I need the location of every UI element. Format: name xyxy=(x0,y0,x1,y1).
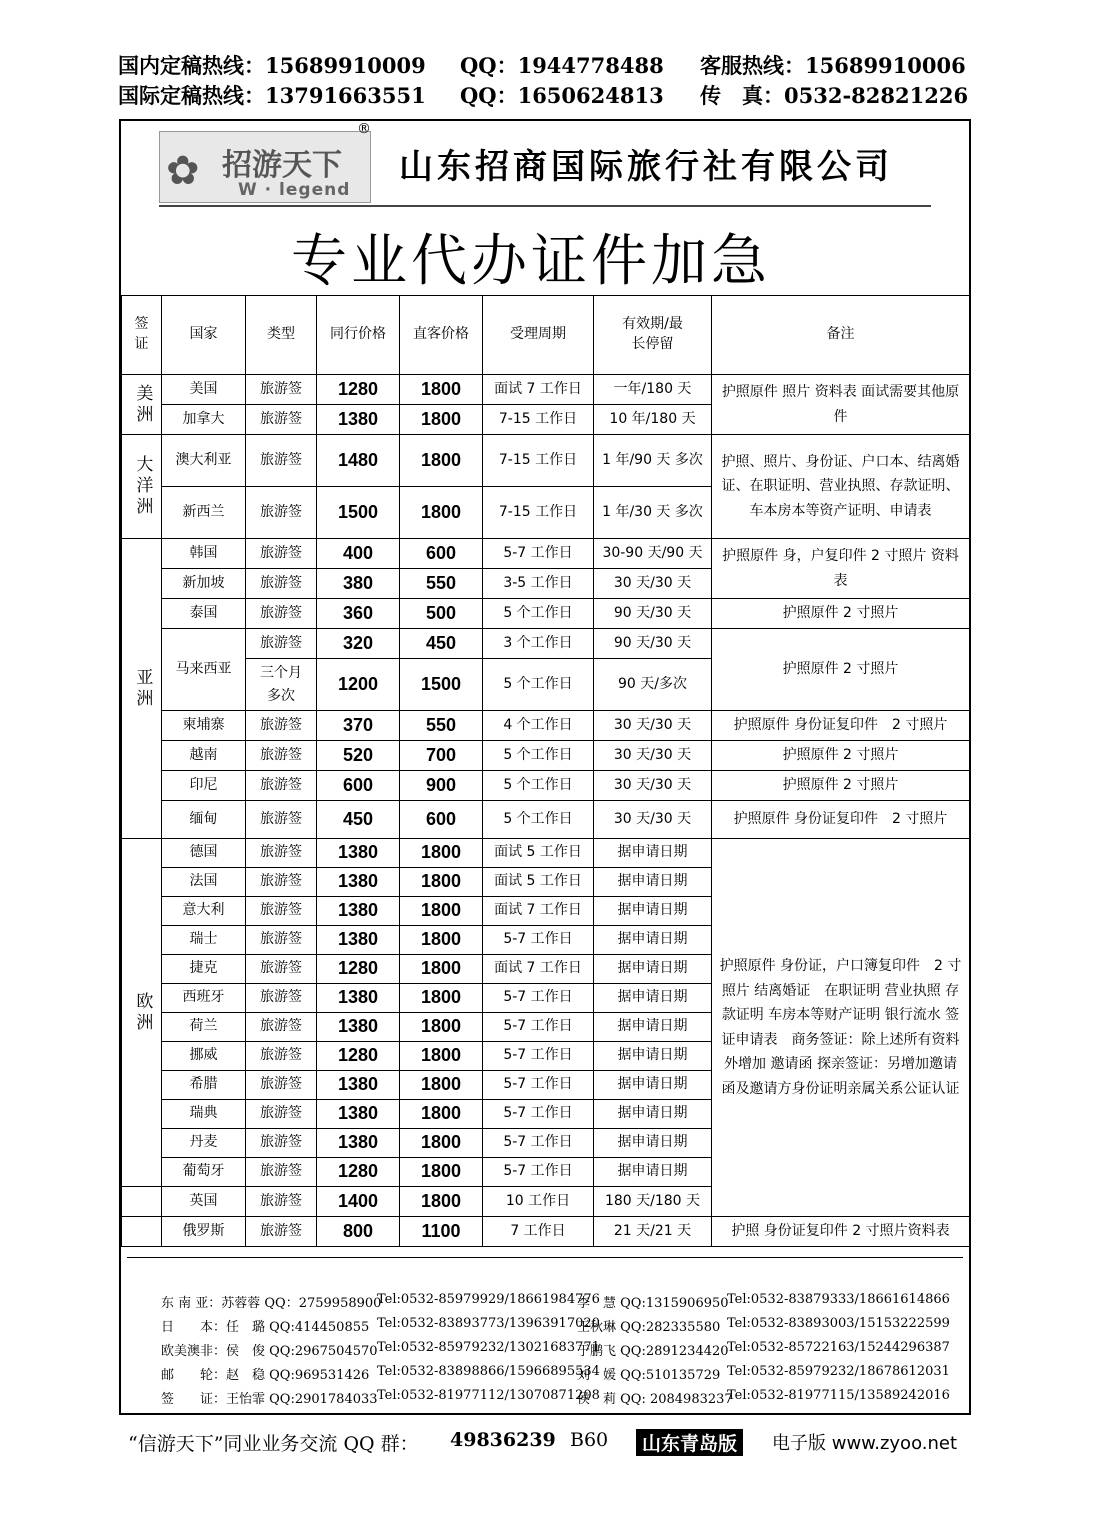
note-cell: 护照原件 2 寸照片 xyxy=(712,741,970,771)
type-cell: 旅游签 xyxy=(246,741,317,771)
period-cell: 面试 7 工作日 xyxy=(483,897,594,926)
peer-price-cell: 1380 xyxy=(317,1100,400,1129)
validity-cell: 30 天/30 天 xyxy=(594,741,712,771)
contact-person: 李 慧 QQ:1315906950 xyxy=(577,1296,729,1311)
country-cell: 泰国 xyxy=(162,599,246,629)
type-cell: 旅游签 xyxy=(246,771,317,801)
period-cell: 5-7 工作日 xyxy=(483,1071,594,1100)
validity-cell: 一年/180 天 xyxy=(594,375,712,405)
country-cell: 越南 xyxy=(162,741,246,771)
peer-price-cell: 1380 xyxy=(317,1129,400,1158)
direct-price-cell: 1500 xyxy=(400,659,483,711)
country-cell: 俄罗斯 xyxy=(162,1217,246,1247)
period-cell: 7-15 工作日 xyxy=(483,487,594,539)
peer-price-cell: 800 xyxy=(317,1217,400,1247)
fax: 传 真：0532-82821226 xyxy=(700,83,969,108)
ad-frame xyxy=(119,119,971,1415)
period-cell: 5 个工作日 xyxy=(483,771,594,801)
contact-tel: Tel:0532-83898866/15966895534 xyxy=(377,1364,600,1379)
country-cell: 瑞士 xyxy=(162,926,246,955)
direct-price-cell: 600 xyxy=(400,539,483,569)
type-cell: 旅游签 xyxy=(246,1217,317,1247)
type-cell: 旅游签 xyxy=(246,569,317,599)
validity-cell: 30 天/30 天 xyxy=(594,801,712,839)
country-cell: 德国 xyxy=(162,839,246,868)
country-cell: 西班牙 xyxy=(162,984,246,1013)
direct-price-cell: 1800 xyxy=(400,375,483,405)
type-cell: 旅游签 xyxy=(246,1100,317,1129)
region-america: 美洲 xyxy=(122,375,162,435)
type-cell: 旅游签 xyxy=(246,711,317,741)
peer-price-cell: 1280 xyxy=(317,375,400,405)
type-cell: 旅游签 xyxy=(246,435,317,487)
peer-price-cell: 1380 xyxy=(317,984,400,1013)
region-blank xyxy=(122,1187,162,1217)
peer-price-cell: 1380 xyxy=(317,1071,400,1100)
direct-price-cell: 1800 xyxy=(400,1100,483,1129)
period-cell: 7-15 工作日 xyxy=(483,435,594,487)
validity-cell: 据申请日期 xyxy=(594,868,712,897)
period-cell: 面试 5 工作日 xyxy=(483,868,594,897)
contact-person: 邮 轮：赵 稳 QQ:969531426 xyxy=(161,1368,370,1383)
validity-cell: 1 年/90 天 多次 xyxy=(594,435,712,487)
header-note: 备注 xyxy=(712,296,970,375)
contact-person: 刘 媛 QQ:510135729 xyxy=(577,1368,721,1383)
country-cell: 新西兰 xyxy=(162,487,246,539)
validity-cell: 30 天/30 天 xyxy=(594,569,712,599)
period-cell: 5-7 工作日 xyxy=(483,1129,594,1158)
peer-price-cell: 1480 xyxy=(317,435,400,487)
direct-price-cell: 1800 xyxy=(400,1042,483,1071)
validity-cell: 据申请日期 xyxy=(594,955,712,984)
note-cell: 护照原件 身，户复印件 2 寸照片 资料表 xyxy=(712,539,970,599)
country-cell: 丹麦 xyxy=(162,1129,246,1158)
country-cell: 瑞典 xyxy=(162,1100,246,1129)
direct-price-cell: 1800 xyxy=(400,897,483,926)
company-name: 山东招商国际旅行社有限公司 xyxy=(399,147,893,187)
validity-cell: 据申请日期 xyxy=(594,1129,712,1158)
peer-price-cell: 1280 xyxy=(317,1042,400,1071)
qq-1: QQ：1944778488 xyxy=(460,53,664,78)
country-cell: 澳大利亚 xyxy=(162,435,246,487)
peer-price-cell: 1380 xyxy=(317,926,400,955)
note-cell: 护照原件 2 寸照片 xyxy=(712,629,970,711)
type-cell: 旅游签 xyxy=(246,539,317,569)
direct-price-cell: 1800 xyxy=(400,405,483,435)
contact-tel: Tel:0532-85979929/18661984776 xyxy=(377,1292,600,1307)
peer-price-cell: 1380 xyxy=(317,839,400,868)
peer-price-cell: 400 xyxy=(317,539,400,569)
country-cell: 马来西亚 xyxy=(162,629,246,711)
period-cell: 5 个工作日 xyxy=(483,599,594,629)
direct-price-cell: 450 xyxy=(400,629,483,659)
peer-price-cell: 360 xyxy=(317,599,400,629)
divider xyxy=(159,205,931,207)
period-cell: 7 工作日 xyxy=(483,1217,594,1247)
validity-cell: 21 天/21 天 xyxy=(594,1217,712,1247)
direct-price-cell: 500 xyxy=(400,599,483,629)
contact-tel: Tel:0532-85979232/18678612031 xyxy=(727,1364,950,1379)
note-cell: 护照原件 照片 资料表 面试需要其他原件 xyxy=(712,375,970,435)
period-cell: 5-7 工作日 xyxy=(483,1013,594,1042)
validity-cell: 据申请日期 xyxy=(594,1042,712,1071)
peer-price-cell: 1380 xyxy=(317,1013,400,1042)
contact-list xyxy=(127,1257,963,1407)
type-cell: 旅游签 xyxy=(246,405,317,435)
registered-mark: ® xyxy=(357,121,371,137)
table-row xyxy=(122,801,970,839)
header-type: 类型 xyxy=(246,296,317,375)
period-cell: 5-7 工作日 xyxy=(483,539,594,569)
page-title: 专业代办证件加急 xyxy=(291,229,771,294)
direct-price-cell: 1800 xyxy=(400,435,483,487)
peer-price-cell: 1380 xyxy=(317,405,400,435)
validity-cell: 30 天/30 天 xyxy=(594,771,712,801)
header-peer-price: 同行价格 xyxy=(317,296,400,375)
period-cell: 面试 7 工作日 xyxy=(483,375,594,405)
contact-tel: Tel:0532-85722163/15244296387 xyxy=(727,1340,950,1355)
flower-icon: ✿ xyxy=(166,148,200,194)
direct-price-cell: 1800 xyxy=(400,1158,483,1187)
type-cell: 旅游签 xyxy=(246,1042,317,1071)
type-cell: 旅游签 xyxy=(246,1071,317,1100)
contact-person: 签 证：王怡霏 QQ:2901784033 xyxy=(161,1392,378,1407)
validity-cell: 据申请日期 xyxy=(594,839,712,868)
direct-price-cell: 550 xyxy=(400,711,483,741)
direct-price-cell: 600 xyxy=(400,801,483,839)
type-cell: 旅游签 xyxy=(246,868,317,897)
period-cell: 5-7 工作日 xyxy=(483,1042,594,1071)
peer-price-cell: 1200 xyxy=(317,659,400,711)
header-direct-price: 直客价格 xyxy=(400,296,483,375)
peer-price-cell: 380 xyxy=(317,569,400,599)
validity-cell: 90 天/30 天 xyxy=(594,599,712,629)
direct-price-cell: 1800 xyxy=(400,487,483,539)
table-row xyxy=(122,539,970,569)
table-row xyxy=(122,1217,970,1247)
note-cell: 护照原件 身份证复印件 2 寸照片 xyxy=(712,801,970,839)
type-cell: 旅游签 xyxy=(246,629,317,659)
footer-edition: 山东青岛版 xyxy=(636,1429,743,1456)
validity-cell: 180 天/180 天 xyxy=(594,1187,712,1217)
note-cell: 护照 身份证复印件 2 寸照片资料表 xyxy=(712,1217,970,1247)
period-cell: 4 个工作日 xyxy=(483,711,594,741)
type-cell: 旅游签 xyxy=(246,599,317,629)
direct-price-cell: 1800 xyxy=(400,1187,483,1217)
logo-cn: 招游天下 xyxy=(222,148,342,183)
period-cell: 面试 5 工作日 xyxy=(483,839,594,868)
intl-hotline: 国际定稿热线：13791663551 xyxy=(118,83,426,108)
direct-price-cell: 550 xyxy=(400,569,483,599)
peer-price-cell: 370 xyxy=(317,711,400,741)
region-oceania: 大洋洲 xyxy=(122,435,162,539)
contact-person: 日 本：任 璐 QQ:414450855 xyxy=(161,1320,370,1335)
footer-page: B60 xyxy=(570,1429,609,1451)
validity-cell: 据申请日期 xyxy=(594,897,712,926)
period-cell: 3-5 工作日 xyxy=(483,569,594,599)
country-cell: 挪威 xyxy=(162,1042,246,1071)
header-validity: 有效期/最长停留 xyxy=(594,296,712,375)
region-blank xyxy=(122,1217,162,1247)
type-cell: 旅游签 xyxy=(246,897,317,926)
type-cell: 旅游签 xyxy=(246,375,317,405)
peer-price-cell: 1280 xyxy=(317,955,400,984)
country-cell: 加拿大 xyxy=(162,405,246,435)
note-cell: 护照原件 2 寸照片 xyxy=(712,771,970,801)
country-cell: 韩国 xyxy=(162,539,246,569)
peer-price-cell: 1500 xyxy=(317,487,400,539)
table-row xyxy=(122,375,970,405)
note-cell: 护照原件 身份证，户口簿复印件 2 寸照片 结离婚证 在职证明 营业执照 存款证明 车房本等财产证明 银行流水 签证申请表 商务签证：除上述所有资料外增加 邀请函 探亲签证：另增加邀请函及邀请方身份证明亲属关系公证认证 xyxy=(712,839,970,1217)
table-header xyxy=(122,296,970,375)
peer-price-cell: 520 xyxy=(317,741,400,771)
country-cell: 缅甸 xyxy=(162,801,246,839)
note-cell: 护照、照片、身份证、户口本、结离婚证、在职证明、营业执照、存款证明、车本房本等资产证明、申请表 xyxy=(712,435,970,539)
type-cell: 旅游签 xyxy=(246,839,317,868)
period-cell: 面试 7 工作日 xyxy=(483,955,594,984)
validity-cell: 据申请日期 xyxy=(594,1100,712,1129)
country-cell: 荷兰 xyxy=(162,1013,246,1042)
direct-price-cell: 1800 xyxy=(400,926,483,955)
type-cell: 旅游签 xyxy=(246,1013,317,1042)
logo-en: W · legend xyxy=(238,180,351,200)
type-cell: 旅游签 xyxy=(246,984,317,1013)
validity-cell: 据申请日期 xyxy=(594,984,712,1013)
country-cell: 意大利 xyxy=(162,897,246,926)
contact-person: 于鹏飞 QQ:2891234420 xyxy=(577,1344,729,1359)
footer-site: 电子版 www.zyoo.net xyxy=(772,1433,958,1454)
peer-price-cell: 600 xyxy=(317,771,400,801)
table-row xyxy=(122,771,970,801)
validity-cell: 1 年/30 天 多次 xyxy=(594,487,712,539)
type-cell: 旅游签 xyxy=(246,1187,317,1217)
footer-qq: 49836239 xyxy=(450,1429,556,1451)
qq-2: QQ：1650624813 xyxy=(460,83,664,108)
country-cell: 印尼 xyxy=(162,771,246,801)
validity-cell: 10 年/180 天 xyxy=(594,405,712,435)
contact-person: 侯 莉 QQ: 2084983237 xyxy=(577,1392,733,1407)
country-cell: 捷克 xyxy=(162,955,246,984)
type-cell: 三个月多次 xyxy=(246,659,317,711)
note-cell: 护照原件 2 寸照片 xyxy=(712,599,970,629)
direct-price-cell: 1800 xyxy=(400,1129,483,1158)
peer-price-cell: 1280 xyxy=(317,1158,400,1187)
direct-price-cell: 700 xyxy=(400,741,483,771)
direct-price-cell: 1800 xyxy=(400,839,483,868)
country-cell: 希腊 xyxy=(162,1071,246,1100)
header-period: 受理周期 xyxy=(483,296,594,375)
table-row xyxy=(122,711,970,741)
country-cell: 新加坡 xyxy=(162,569,246,599)
direct-price-cell: 1800 xyxy=(400,1013,483,1042)
header-country: 国家 xyxy=(162,296,246,375)
contact-tel: Tel:0532-83879333/18661614866 xyxy=(727,1292,950,1307)
service-hotline: 客服热线：15689910006 xyxy=(700,53,966,78)
period-cell: 10 工作日 xyxy=(483,1187,594,1217)
validity-cell: 据申请日期 xyxy=(594,1071,712,1100)
direct-price-cell: 1100 xyxy=(400,1217,483,1247)
contact-tel: Tel:0532-81977115/13589242016 xyxy=(727,1388,950,1403)
peer-price-cell: 1380 xyxy=(317,868,400,897)
type-cell: 旅游签 xyxy=(246,801,317,839)
country-cell: 英国 xyxy=(162,1187,246,1217)
contact-person: 东 南 亚：苏蓉蓉 QQ：2759958900 xyxy=(161,1296,382,1311)
validity-cell: 据申请日期 xyxy=(594,1013,712,1042)
period-cell: 5-7 工作日 xyxy=(483,1100,594,1129)
peer-price-cell: 320 xyxy=(317,629,400,659)
domestic-hotline: 国内定稿热线：15689910009 xyxy=(118,53,426,78)
type-cell: 旅游签 xyxy=(246,1129,317,1158)
table-row xyxy=(122,629,970,659)
validity-cell: 30-90 天/90 天 xyxy=(594,539,712,569)
note-cell: 护照原件 身份证复印件 2 寸照片 xyxy=(712,711,970,741)
country-cell: 美国 xyxy=(162,375,246,405)
validity-cell: 据申请日期 xyxy=(594,926,712,955)
period-cell: 5 个工作日 xyxy=(483,801,594,839)
period-cell: 5-7 工作日 xyxy=(483,926,594,955)
region-asia: 亚洲 xyxy=(122,539,162,839)
validity-cell: 90 天/多次 xyxy=(594,659,712,711)
validity-cell: 30 天/30 天 xyxy=(594,711,712,741)
country-cell: 柬埔寨 xyxy=(162,711,246,741)
contact-person: 欧美澳非：侯 俊 QQ:2967504570 xyxy=(161,1344,378,1359)
table-row xyxy=(122,599,970,629)
header-visa: 签证 xyxy=(122,296,162,375)
contact-tel: Tel:0532-83893773/13963917020 xyxy=(377,1316,600,1331)
type-cell: 旅游签 xyxy=(246,1158,317,1187)
period-cell: 3 个工作日 xyxy=(483,629,594,659)
table-row xyxy=(122,741,970,771)
direct-price-cell: 1800 xyxy=(400,955,483,984)
direct-price-cell: 900 xyxy=(400,771,483,801)
visa-table xyxy=(121,295,970,1247)
direct-price-cell: 1800 xyxy=(400,868,483,897)
country-cell: 葡萄牙 xyxy=(162,1158,246,1187)
type-cell: 旅游签 xyxy=(246,955,317,984)
peer-price-cell: 1400 xyxy=(317,1187,400,1217)
direct-price-cell: 1800 xyxy=(400,1071,483,1100)
footer-group: “信游天下”同业业务交流 QQ 群： xyxy=(128,1433,419,1455)
peer-price-cell: 1380 xyxy=(317,897,400,926)
validity-cell: 90 天/30 天 xyxy=(594,629,712,659)
table-row xyxy=(122,839,970,868)
period-cell: 5-7 工作日 xyxy=(483,1158,594,1187)
period-cell: 5 个工作日 xyxy=(483,741,594,771)
type-cell: 旅游签 xyxy=(246,487,317,539)
contact-tel: Tel:0532-83893003/15153222599 xyxy=(727,1316,950,1331)
direct-price-cell: 1800 xyxy=(400,984,483,1013)
contact-tel: Tel:0532-81977112/13070871208 xyxy=(377,1388,600,1403)
logo xyxy=(159,131,371,203)
type-cell: 旅游签 xyxy=(246,926,317,955)
contact-person: 王秋琳 QQ:282335580 xyxy=(577,1320,721,1335)
period-cell: 5-7 工作日 xyxy=(483,984,594,1013)
table-row xyxy=(122,435,970,487)
country-cell: 法国 xyxy=(162,868,246,897)
period-cell: 5 个工作日 xyxy=(483,659,594,711)
region-europe: 欧洲 xyxy=(122,839,162,1187)
contact-tel: Tel:0532-85979232/13021683771 xyxy=(377,1340,600,1355)
peer-price-cell: 450 xyxy=(317,801,400,839)
period-cell: 7-15 工作日 xyxy=(483,405,594,435)
validity-cell: 据申请日期 xyxy=(594,1158,712,1187)
